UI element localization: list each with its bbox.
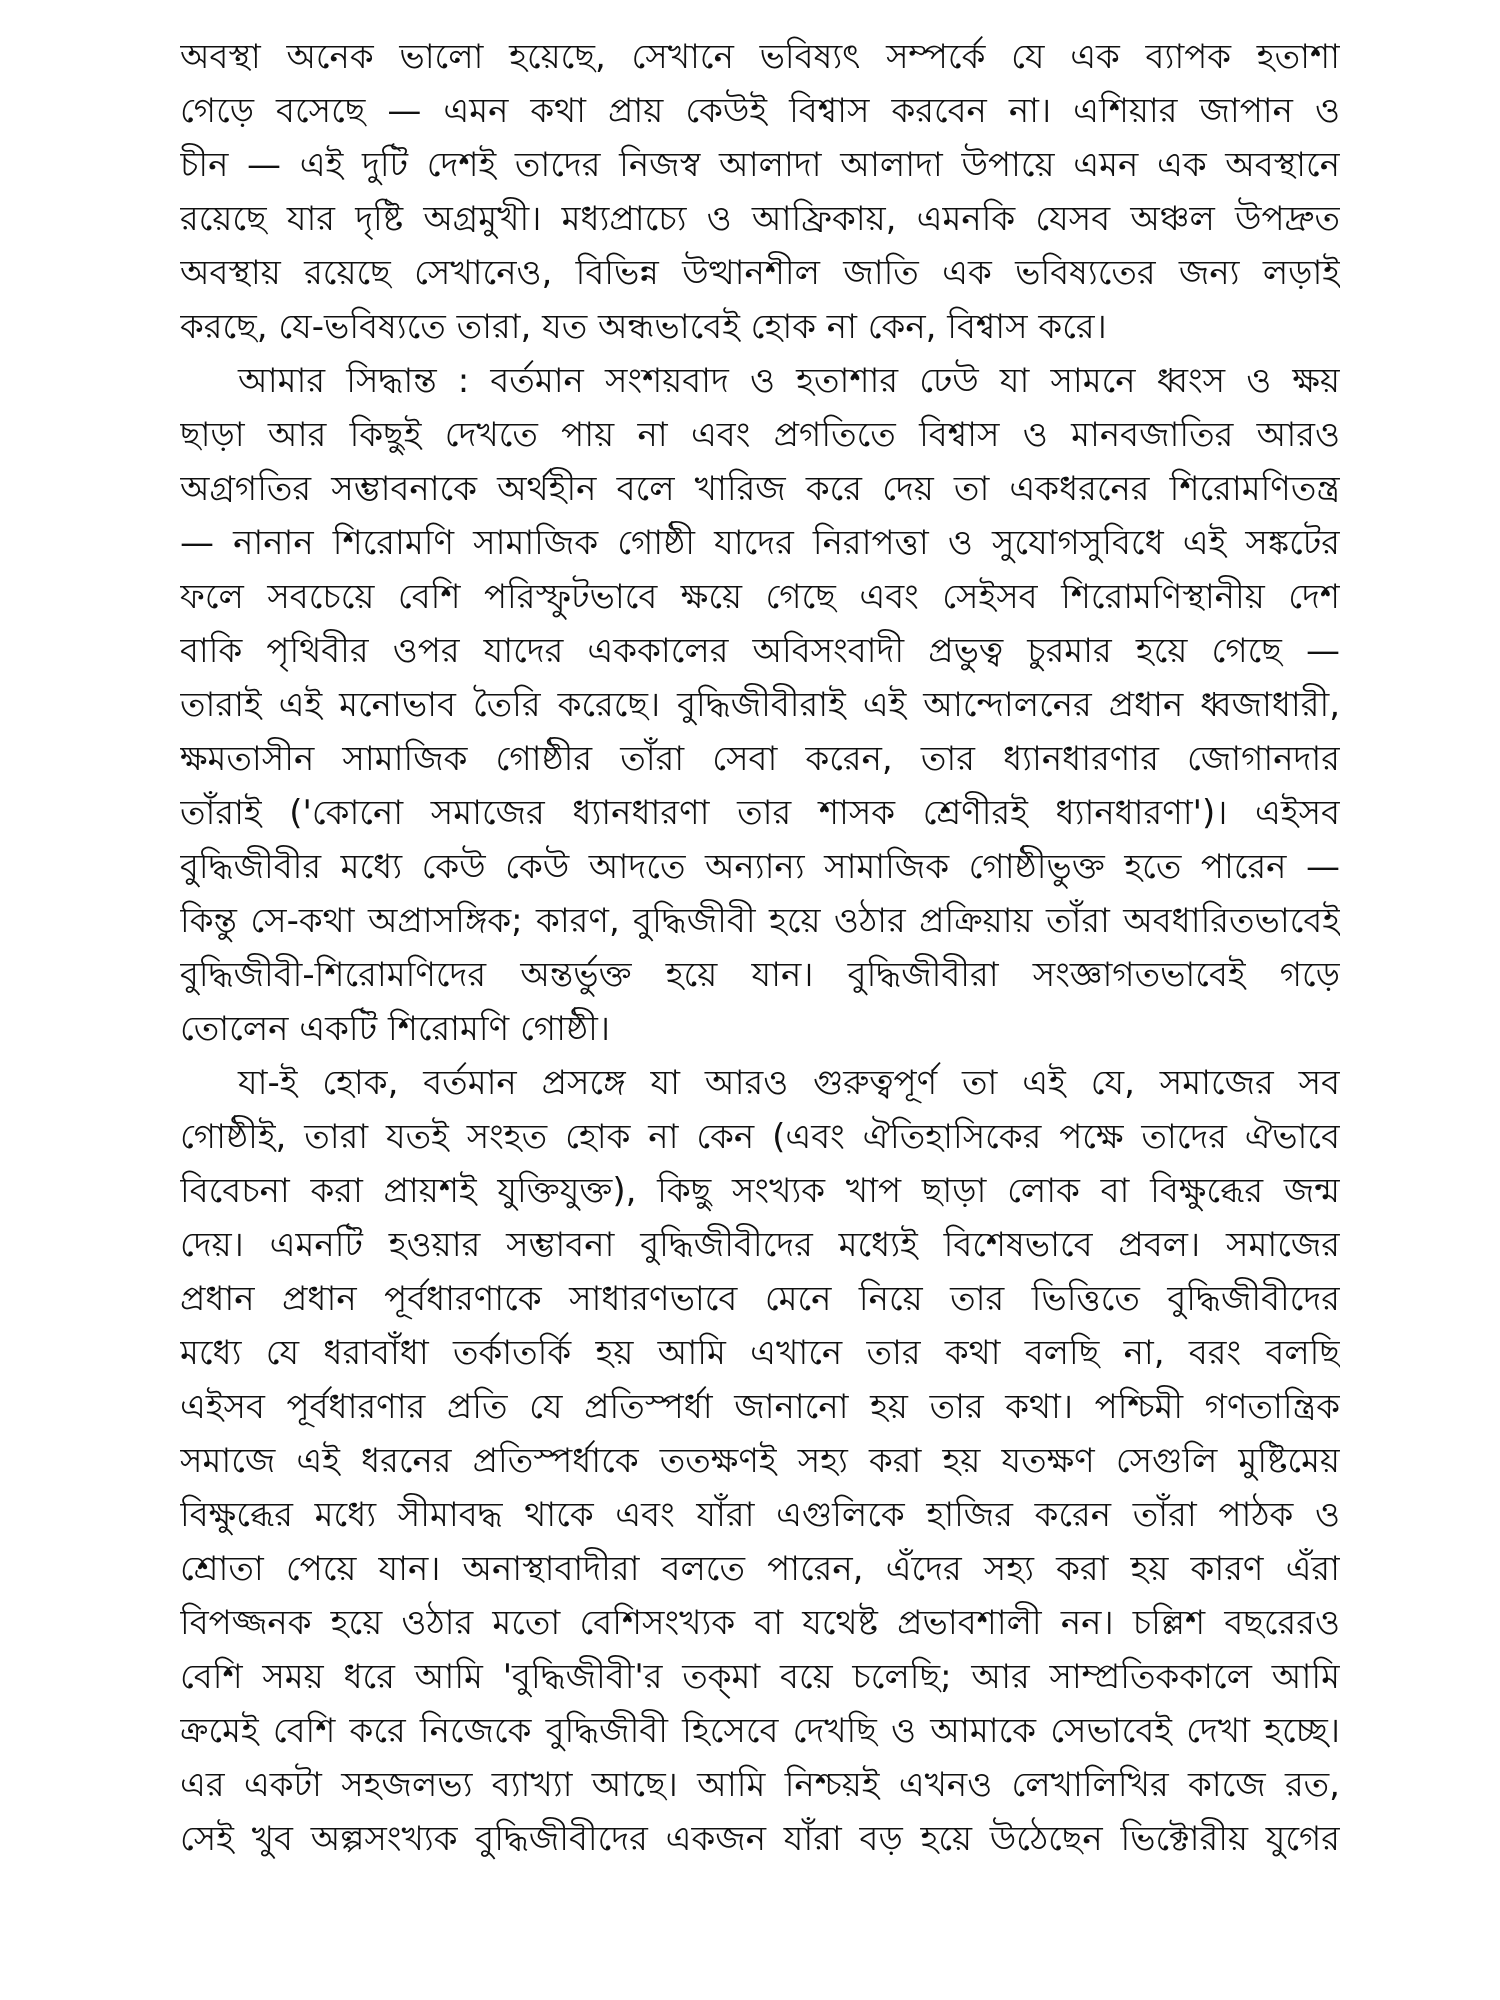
text-line: গোষ্ঠীই, তারা যতই সংহত হোক না কেন (এবং ঐতিহাসিকের পক্ষে তাদের ঐভাবে [180,1117,1340,1157]
text-line: বিপজ্জনক হয়ে ওঠার মতো বেশিসংখ্যক বা যথেষ্ট প্রভাবশালী নন। চল্লিশ বছরেরও [180,1603,1340,1643]
text-line: তাঁরাই ('কোনো সমাজের ধ্যানধারণা তার শাসক শ্রেণীরই ধ্যানধারণা')। এইসব [180,793,1340,833]
text-line: প্রধান প্রধান পূর্বধারণাকে সাধারণভাবে মেনে নিয়ে তার ভিত্তিতে বুদ্ধিজীবীদের [180,1279,1340,1319]
text-line: বেশি সময় ধরে আমি 'বুদ্ধিজীবী'র তক্‌মা বয়ে চলেছি; আর সাম্প্রতিককালে আমি [180,1657,1340,1697]
text-line: ক্ষমতাসীন সামাজিক গোষ্ঠীর তাঁরা সেবা করেন, তার ধ্যানধারণার জোগানদার [180,739,1340,779]
page-body-text [180,30,1340,1866]
text-line: দেয়। এমনটি হওয়ার সম্ভাবনা বুদ্ধিজীবীদের মধ্যেই বিশেষভাবে প্রবল। সমাজের [180,1225,1340,1265]
text-line: করছে, যে-ভবিষ্যতে তারা, যত অন্ধভাবেই হোক না কেন, বিশ্বাস করে। [180,307,1107,347]
text-line: বুদ্ধিজীবী-শিরোমণিদের অন্তর্ভুক্ত হয়ে যান। বুদ্ধিজীবীরা সংজ্ঞাগতভাবেই গড়ে [180,955,1340,995]
text-line: মধ্যে যে ধরাবাঁধা তর্কাতর্কি হয় আমি এখানে তার কথা বলছি না, বরং বলছি [180,1333,1340,1373]
text-line: তোলেন একটি শিরোমণি গোষ্ঠী। [180,1009,610,1049]
text-line: ফলে সবচেয়ে বেশি পরিস্ফুটভাবে ক্ষয়ে গেছে এবং সেইসব শিরোমণিস্থানীয় দেশ [180,577,1340,617]
text-line: শ্রোতা পেয়ে যান। অনাস্থাবাদীরা বলতে পারেন, এঁদের সহ্য করা হয় কারণ এঁরা [180,1549,1340,1589]
text-line: এর একটা সহজলভ্য ব্যাখ্যা আছে। আমি নিশ্চয়ই এখনও লেখালিখির কাজে রত, [180,1765,1340,1805]
text-line: কিন্তু সে-কথা অপ্রাসঙ্গিক; কারণ, বুদ্ধিজীবী হয়ে ওঠার প্রক্রিয়ায় তাঁরা অবধারিতভাবেই [180,901,1340,941]
text-line: বিবেচনা করা প্রায়শই যুক্তিযুক্ত), কিছু সংখ্যক খাপ ছাড়া লোক বা বিক্ষুব্ধের জন্ম [180,1171,1340,1211]
text-line: চীন — এই দুটি দেশই তাদের নিজস্ব আলাদা আলাদা উপায়ে এমন এক অবস্থানে [180,145,1340,185]
text-line: সেই খুব অল্পসংখ্যক বুদ্ধিজীবীদের একজন যাঁরা বড় হয়ে উঠেছেন ভিক্টোরীয় যুগের [180,1819,1340,1859]
text-line: সমাজে এই ধরনের প্রতিস্পর্ধাকে ততক্ষণই সহ্য করা হয় যতক্ষণ সেগুলি মুষ্টিমেয় [180,1441,1340,1481]
text-line: বিক্ষুব্ধের মধ্যে সীমাবদ্ধ থাকে এবং যাঁরা এগুলিকে হাজির করেন তাঁরা পাঠক ও [180,1495,1340,1535]
text-line: ছাড়া আর কিছুই দেখতে পায় না এবং প্রগতিতে বিশ্বাস ও মানবজাতির আরও [180,415,1340,455]
text-line: বুদ্ধিজীবীর মধ্যে কেউ কেউ আদতে অন্যান্য সামাজিক গোষ্ঠীভুক্ত হতে পারেন — [180,847,1340,887]
text-line: ক্রমেই বেশি করে নিজেকে বুদ্ধিজীবী হিসেবে দেখছি ও আমাকে সেভাবেই দেখা হচ্ছে। [180,1711,1340,1751]
text-line: অবস্থা অনেক ভালো হয়েছে, সেখানে ভবিষ্যৎ সম্পর্কে যে এক ব্যাপক হতাশা [180,37,1340,77]
text-line: বাকি পৃথিবীর ওপর যাদের এককালের অবিসংবাদী প্রভুত্ব চুরমার হয়ে গেছে — [180,631,1340,671]
text-line: তারাই এই মনোভাব তৈরি করেছে। বুদ্ধিজীবীরাই এই আন্দোলনের প্রধান ধ্বজাধারী, [180,685,1340,725]
text-line: গেড়ে বসেছে — এমন কথা প্রায় কেউই বিশ্বাস করবেন না। এশিয়ার জাপান ও [180,91,1340,131]
text-line: — নানান শিরোমণি সামাজিক গোষ্ঠী যাদের নিরাপত্তা ও সুযোগসুবিধে এই সঙ্কটের [180,523,1340,563]
text-line: আমার সিদ্ধান্ত : বর্তমান সংশয়বাদ ও হতাশার ঢেউ যা সামনে ধ্বংস ও ক্ষয় [238,361,1340,401]
text-line: রয়েছে যার দৃষ্টি অগ্রমুখী। মধ্যপ্রাচ্যে ও আফ্রিকায়, এমনকি যেসব অঞ্চল উপদ্রুত [180,199,1340,239]
text-line: অবস্থায় রয়েছে সেখানেও, বিভিন্ন উত্থানশীল জাতি এক ভবিষ্যতের জন্য লড়াই [180,253,1340,293]
text-line: এইসব পূর্বধারণার প্রতি যে প্রতিস্পর্ধা জানানো হয় তার কথা। পশ্চিমী গণতান্ত্রিক [180,1387,1340,1427]
text-line: অগ্রগতির সম্ভাবনাকে অর্থহীন বলে খারিজ করে দেয় তা একধরনের শিরোমণিতন্ত্র [180,469,1340,509]
text-line: যা-ই হোক, বর্তমান প্রসঙ্গে যা আরও গুরুত্বপূর্ণ তা এই যে, সমাজের সব [238,1063,1340,1103]
